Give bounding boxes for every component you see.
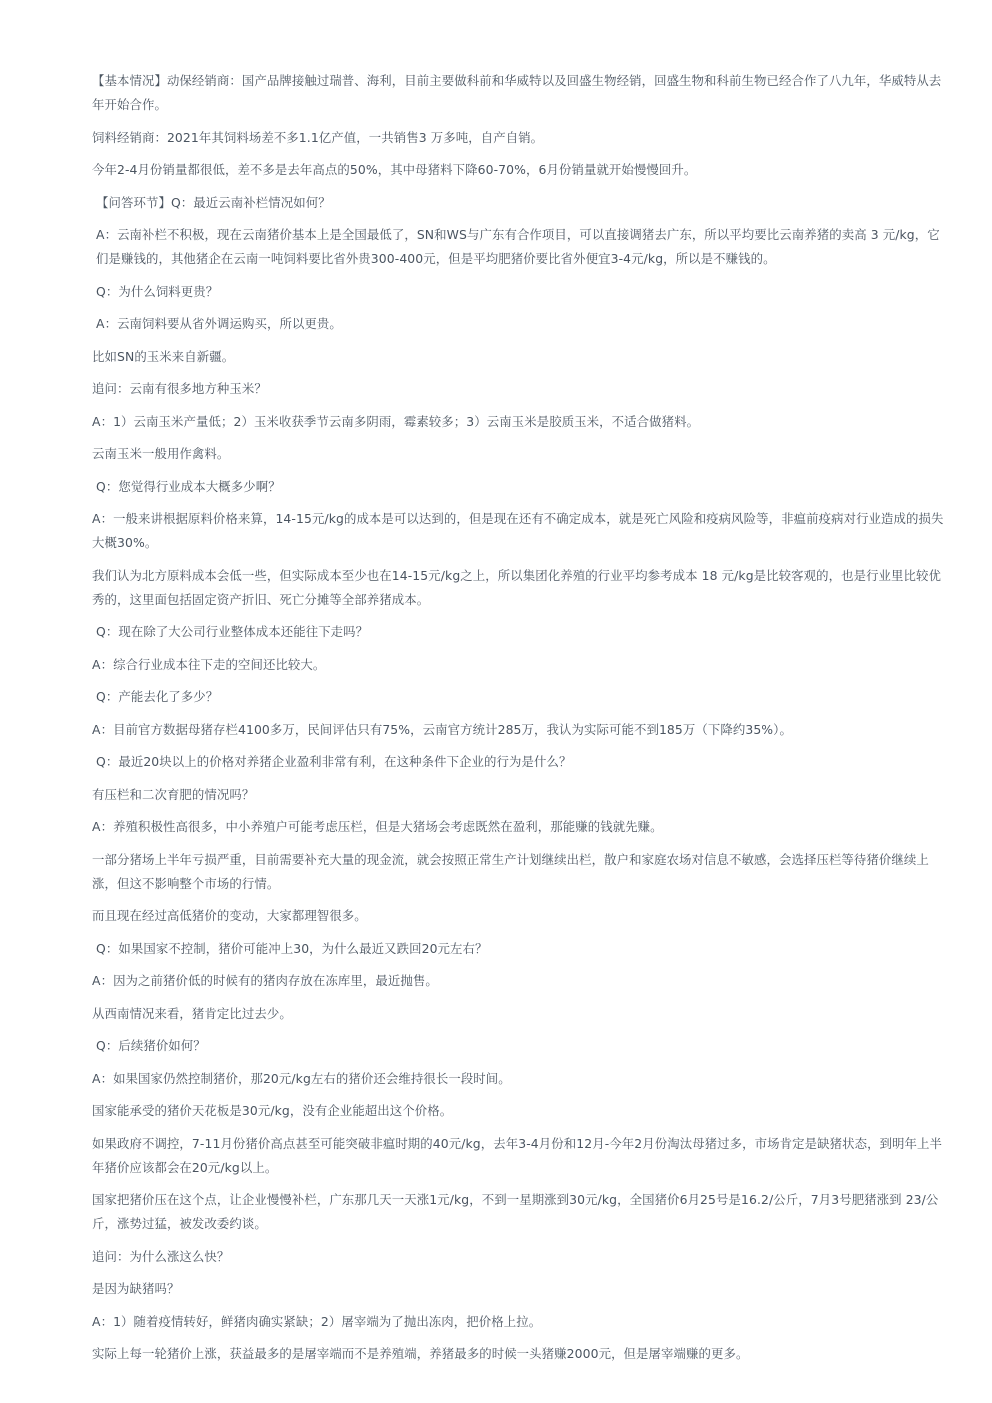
paragraph: Q：现在除了大公司行业整体成本还能往下走吗？ xyxy=(96,624,369,639)
paragraph: Q：最近20块以上的价格对养猪企业盈利非常有利，在这种条件下企业的行为是什么？ xyxy=(96,754,572,769)
paragraph: Q：您觉得行业成本大概多少啊？ xyxy=(96,478,281,494)
document-body xyxy=(92,69,944,1375)
paragraph: A：因为之前猪价低的时候有的猪肉存放在冻库里，最近抛售。 xyxy=(92,973,438,988)
paragraph: A：1）随着疫情转好，鲜猪肉确实紧缺；2）屠宰端为了抛出冻肉，把价格上拉。 xyxy=(92,1313,542,1329)
paragraph: 而且现在经过高低猪价的变动，大家都理智很多。 xyxy=(92,908,367,923)
paragraph: Q：如果国家不控制，猪价可能冲上30，为什么最近又跌回20元左右？ xyxy=(96,940,488,956)
paragraph: Q：产能去化了多少？ xyxy=(96,689,219,704)
paragraph: Q：后续猪价如何？ xyxy=(96,1038,206,1053)
paragraph: 【问答环节】Q：最近云南补栏情况如何？ xyxy=(96,194,331,210)
paragraph: 云南玉米一般用作禽料。 xyxy=(92,446,230,461)
paragraph: 如果政府不调控，7-11月份猪价高点甚至可能突破非瘟时期的40元/kg，去年3-4月份和12月-今年2月份淘汰母猪过多，市场肯定是缺猪状态，到明年上半年猪价应该都会在20元/kg以上。 xyxy=(92,1135,943,1175)
paragraph: 我们认为北方原料成本会低一些，但实际成本至少也在14-15元/kg之上，所以集团化养殖的行业平均参考成本 18 元/kg是比较客观的，也是行业里比较优秀的，这里面包括固定资产折旧、死亡分摊等全部养猪成本。 xyxy=(92,567,942,607)
paragraph: 今年2-4月份销量都很低，差不多是去年高点的50%，其中母猪料下降60-70%，6月份销量就开始慢慢回升。 xyxy=(92,162,697,177)
paragraph: Q：为什么饲料更贵？ xyxy=(96,283,219,299)
paragraph: 是因为缺猪吗？ xyxy=(92,1281,180,1296)
paragraph: A：1）云南玉米产量低；2）玉米收获季节云南多阴雨，霉素较多；3）云南玉米是胶质玉米，不适合做猪料。 xyxy=(92,413,700,429)
paragraph: 国家把猪价压在这个点，让企业慢慢补栏，广东那几天一天涨1元/kg，不到一星期涨到30元/kg，全国猪价6月25号是16.2/公斤，7月3号肥猪涨到 23/公斤，涨势过猛，被发改委约谈。 xyxy=(92,1192,939,1231)
paragraph: 国家能承受的猪价天花板是30元/kg，没有企业能超出这个价格。 xyxy=(92,1103,453,1118)
paragraph: 有压栏和二次育肥的情况吗？ xyxy=(92,786,255,802)
paragraph: A：综合行业成本往下走的空间还比较大。 xyxy=(92,656,326,672)
paragraph: 比如SN的玉米来自新疆。 xyxy=(92,348,235,364)
paragraph: A：养殖积极性高很多，中小养殖户可能考虑压栏，但是大猪场会考虑既然在盈利，那能赚的钱就先赚。 xyxy=(92,819,663,834)
paragraph: A：云南补栏不积极，现在云南猪价基本上是全国最低了，SN和WS与广东有合作项目，可以直接调猪去广东，所以平均要比云南养猪的卖高 3 元/kg，它们是赚钱的，其他猪企在云南一吨饲料要比省外贵300-400元，但是平均肥猪价要比省外便宜3-4元/kg，所以是不赚钱的。 xyxy=(96,227,940,266)
paragraph: 【基本情况】动保经销商：国产品牌接触过瑞普、海利，目前主要做科前和华威特以及回盛生物经销，回盛生物和科前生物已经合作了八九年，华威特从去年开始合作。 xyxy=(92,73,942,112)
paragraph: A：如果国家仍然控制猪价，那20元/kg左右的猪价还会维持很长一段时间。 xyxy=(92,1070,511,1086)
paragraph: 一部分猪场上半年亏损严重，目前需要补充大量的现金流，就会按照正常生产计划继续出栏，散户和家庭农场对信息不敏感，会选择压栏等待猪价继续上涨，但这不影响整个市场的行情。 xyxy=(92,851,929,891)
paragraph: 饲料经销商：2021年其饲料场差不多1.1亿产值，一共销售3 万多吨，自产自销。 xyxy=(92,129,544,145)
paragraph: A：云南饲料要从省外调运购买，所以更贵。 xyxy=(96,316,342,331)
paragraph: A：目前官方数据母猪存栏4100多万，民间评估只有75%，云南官方统计285万，我认为实际可能不到185万（下降约35%）。 xyxy=(92,721,792,737)
paragraph: 从西南情况来看，猪肯定比过去少。 xyxy=(92,1005,292,1021)
paragraph: 追问：云南有很多地方种玉米？ xyxy=(92,381,267,396)
paragraph: 实际上每一轮猪价上涨，获益最多的是屠宰端而不是养殖端，养猪最多的时候一头猪赚2000元，但是屠宰端赚的更多。 xyxy=(92,1346,749,1361)
paragraph: 追问：为什么涨这么快？ xyxy=(92,1248,230,1264)
paragraph: A：一般来讲根据原料价格来算，14-15元/kg的成本是可以达到的，但是现在还有不确定成本，就是死亡风险和疫病风险等，非瘟前疫病对行业造成的损失大概30%。 xyxy=(92,511,944,550)
